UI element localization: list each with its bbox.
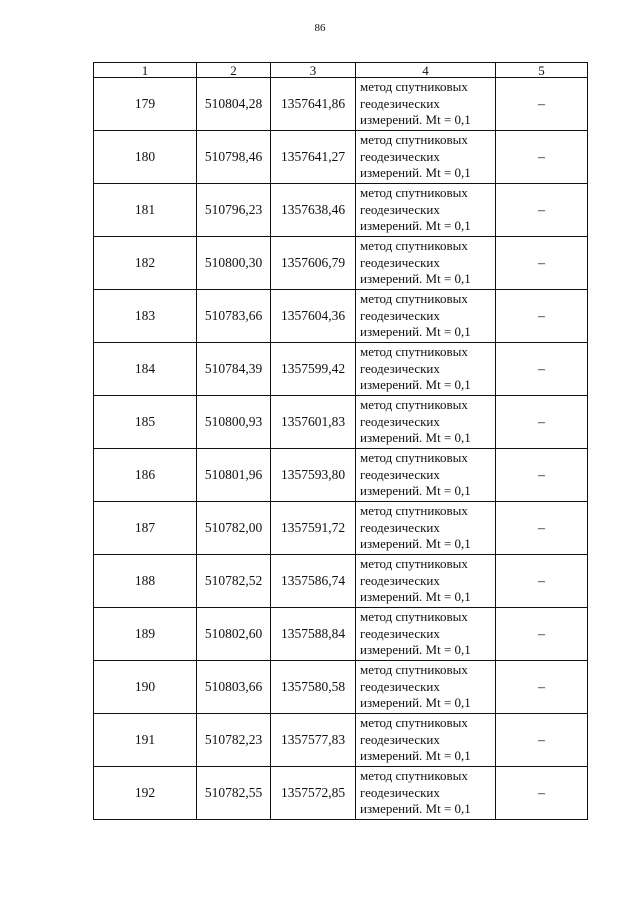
note-dash: –	[538, 520, 545, 536]
note-cell	[496, 131, 588, 184]
method-line-1: метод спутниковых	[360, 291, 468, 307]
method-line-2: геодезических	[360, 784, 440, 800]
y-coordinate-cell: 1357586,74	[271, 555, 356, 608]
point-number-cell: 184	[94, 343, 197, 396]
table-row	[94, 343, 588, 396]
y-coordinate-cell: 1357591,72	[271, 502, 356, 555]
note-dash: –	[538, 573, 545, 589]
method-line-3: измерений. Mt = 0,1	[360, 536, 471, 552]
x-coordinate-cell: 510800,30	[197, 237, 271, 290]
method-cell	[356, 767, 496, 820]
page-number: 86	[314, 22, 326, 34]
note-dash: –	[538, 785, 545, 801]
note-dash: –	[538, 96, 545, 112]
method-line-3: измерений. Mt = 0,1	[360, 695, 471, 711]
column-header-1: 1	[94, 63, 197, 78]
point-number-cell: 181	[94, 184, 197, 237]
x-coordinate-cell: 510803,66	[197, 661, 271, 714]
table-row	[94, 608, 588, 661]
note-cell	[496, 555, 588, 608]
method-line-1: метод спутниковых	[360, 397, 468, 413]
y-coordinate-cell: 1357641,86	[271, 78, 356, 131]
note-dash: –	[538, 255, 545, 271]
point-number-cell: 185	[94, 396, 197, 449]
table-row	[94, 131, 588, 184]
column-header-3: 3	[271, 63, 356, 78]
point-number-cell: 189	[94, 608, 197, 661]
method-cell	[356, 396, 496, 449]
note-dash: –	[538, 308, 545, 324]
x-coordinate-cell: 510800,93	[197, 396, 271, 449]
column-header-4: 4	[356, 63, 496, 78]
method-cell	[356, 502, 496, 555]
column-header-2: 2	[197, 63, 271, 78]
x-coordinate-cell: 510782,52	[197, 555, 271, 608]
method-line-3: измерений. Mt = 0,1	[360, 589, 471, 605]
method-cell	[356, 343, 496, 396]
method-line-3: измерений. Mt = 0,1	[360, 165, 471, 181]
point-number-cell: 191	[94, 714, 197, 767]
point-number-cell: 190	[94, 661, 197, 714]
note-cell	[496, 714, 588, 767]
note-dash: –	[538, 732, 545, 748]
method-line-3: измерений. Mt = 0,1	[360, 801, 471, 817]
method-line-3: измерений. Mt = 0,1	[360, 218, 471, 234]
method-line-2: геодезических	[360, 254, 440, 270]
table-header-row	[94, 63, 588, 78]
x-coordinate-cell: 510782,23	[197, 714, 271, 767]
method-line-2: геодезических	[360, 360, 440, 376]
method-line-3: измерений. Mt = 0,1	[360, 430, 471, 446]
note-cell	[496, 502, 588, 555]
method-line-3: измерений. Mt = 0,1	[360, 748, 471, 764]
x-coordinate-cell: 510804,28	[197, 78, 271, 131]
point-number-cell: 179	[94, 78, 197, 131]
method-cell	[356, 78, 496, 131]
method-line-1: метод спутниковых	[360, 79, 468, 95]
x-coordinate-cell: 510782,00	[197, 502, 271, 555]
method-line-2: геодезических	[360, 307, 440, 323]
method-cell	[356, 184, 496, 237]
point-number-cell: 182	[94, 237, 197, 290]
note-cell	[496, 449, 588, 502]
point-number-cell: 187	[94, 502, 197, 555]
table-row	[94, 714, 588, 767]
method-cell	[356, 608, 496, 661]
method-line-3: измерений. Mt = 0,1	[360, 271, 471, 287]
y-coordinate-cell: 1357580,58	[271, 661, 356, 714]
note-cell	[496, 237, 588, 290]
note-cell	[496, 396, 588, 449]
method-line-2: геодезических	[360, 625, 440, 641]
method-line-1: метод спутниковых	[360, 715, 468, 731]
method-line-1: метод спутниковых	[360, 662, 468, 678]
y-coordinate-cell: 1357577,83	[271, 714, 356, 767]
y-coordinate-cell: 1357593,80	[271, 449, 356, 502]
method-cell	[356, 131, 496, 184]
method-line-1: метод спутниковых	[360, 132, 468, 148]
note-dash: –	[538, 361, 545, 377]
method-line-1: метод спутниковых	[360, 556, 468, 572]
method-line-2: геодезических	[360, 95, 440, 111]
method-line-1: метод спутниковых	[360, 503, 468, 519]
method-cell	[356, 714, 496, 767]
note-cell	[496, 767, 588, 820]
note-cell	[496, 608, 588, 661]
table-row	[94, 502, 588, 555]
method-line-2: геодезических	[360, 201, 440, 217]
method-line-2: геодезических	[360, 519, 440, 535]
method-line-3: измерений. Mt = 0,1	[360, 377, 471, 393]
table-row	[94, 237, 588, 290]
table-row	[94, 767, 588, 820]
method-line-2: геодезических	[360, 148, 440, 164]
y-coordinate-cell: 1357604,36	[271, 290, 356, 343]
y-coordinate-cell: 1357601,83	[271, 396, 356, 449]
y-coordinate-cell: 1357572,85	[271, 767, 356, 820]
x-coordinate-cell: 510802,60	[197, 608, 271, 661]
method-cell	[356, 237, 496, 290]
y-coordinate-cell: 1357606,79	[271, 237, 356, 290]
note-dash: –	[538, 149, 545, 165]
table-row	[94, 78, 588, 131]
x-coordinate-cell: 510801,96	[197, 449, 271, 502]
method-line-1: метод спутниковых	[360, 238, 468, 254]
y-coordinate-cell: 1357641,27	[271, 131, 356, 184]
method-line-1: метод спутниковых	[360, 185, 468, 201]
note-dash: –	[538, 467, 545, 483]
x-coordinate-cell: 510798,46	[197, 131, 271, 184]
method-cell	[356, 555, 496, 608]
method-cell	[356, 661, 496, 714]
table-row	[94, 396, 588, 449]
method-cell	[356, 449, 496, 502]
x-coordinate-cell: 510796,23	[197, 184, 271, 237]
table-body	[94, 63, 588, 820]
method-line-3: измерений. Mt = 0,1	[360, 642, 471, 658]
table-row	[94, 661, 588, 714]
method-line-3: измерений. Mt = 0,1	[360, 483, 471, 499]
method-line-1: метод спутниковых	[360, 768, 468, 784]
x-coordinate-cell: 510782,55	[197, 767, 271, 820]
point-number-cell: 186	[94, 449, 197, 502]
y-coordinate-cell: 1357588,84	[271, 608, 356, 661]
point-number-cell: 188	[94, 555, 197, 608]
y-coordinate-cell: 1357599,42	[271, 343, 356, 396]
method-line-2: геодезических	[360, 572, 440, 588]
table-row	[94, 290, 588, 343]
method-cell	[356, 290, 496, 343]
note-dash: –	[538, 414, 545, 430]
note-cell	[496, 343, 588, 396]
method-line-2: геодезических	[360, 413, 440, 429]
x-coordinate-cell: 510784,39	[197, 343, 271, 396]
y-coordinate-cell: 1357638,46	[271, 184, 356, 237]
method-line-1: метод спутниковых	[360, 450, 468, 466]
point-number-cell: 180	[94, 131, 197, 184]
method-line-2: геодезических	[360, 678, 440, 694]
table-row	[94, 184, 588, 237]
method-line-3: измерений. Mt = 0,1	[360, 112, 471, 128]
note-cell	[496, 78, 588, 131]
column-header-5: 5	[496, 63, 588, 78]
coordinates-table	[93, 62, 588, 820]
point-number-cell: 192	[94, 767, 197, 820]
table-row	[94, 555, 588, 608]
note-dash: –	[538, 679, 545, 695]
method-line-1: метод спутниковых	[360, 609, 468, 625]
table-row	[94, 449, 588, 502]
method-line-2: геодезических	[360, 466, 440, 482]
note-cell	[496, 661, 588, 714]
x-coordinate-cell: 510783,66	[197, 290, 271, 343]
method-line-1: метод спутниковых	[360, 344, 468, 360]
note-cell	[496, 184, 588, 237]
note-dash: –	[538, 626, 545, 642]
note-cell	[496, 290, 588, 343]
point-number-cell: 183	[94, 290, 197, 343]
method-line-2: геодезических	[360, 731, 440, 747]
method-line-3: измерений. Mt = 0,1	[360, 324, 471, 340]
note-dash: –	[538, 202, 545, 218]
